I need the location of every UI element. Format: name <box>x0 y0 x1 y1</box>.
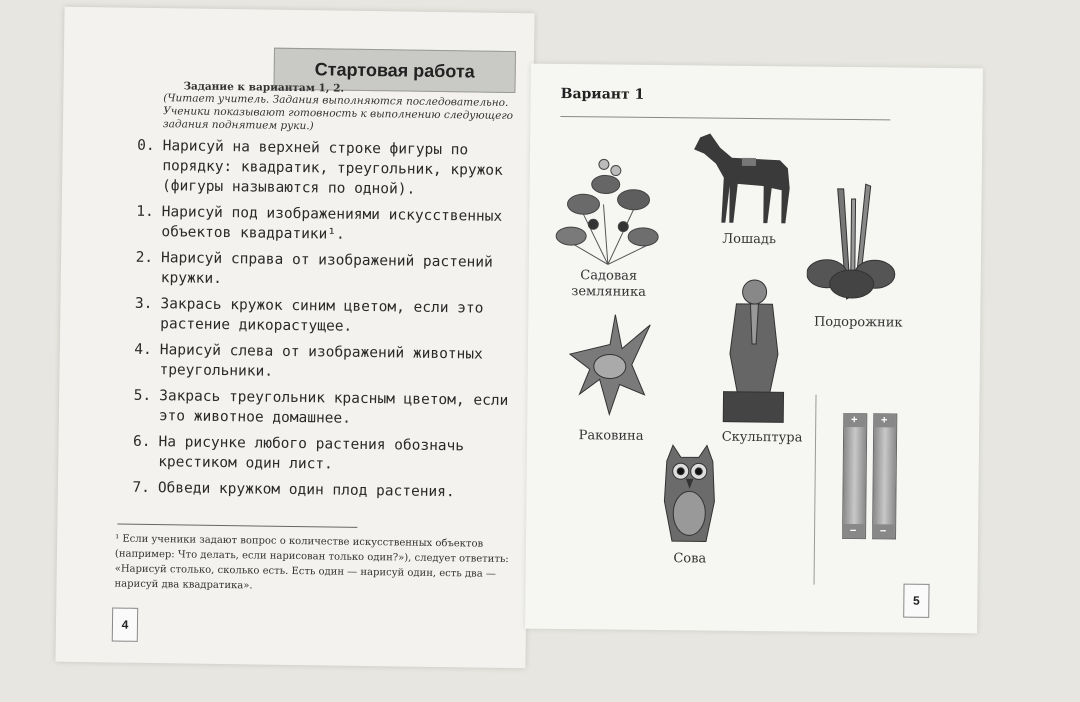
plantain-image <box>806 179 897 305</box>
caption-plantain: Подорожник <box>813 314 903 331</box>
page-number-right: 5 <box>903 584 929 618</box>
task-heading: Задание к вариантам 1, 2. <box>183 80 345 95</box>
owl-image <box>656 441 723 547</box>
instruction-number: 7. <box>132 479 150 496</box>
variant-title: Вариант 1 <box>560 85 645 103</box>
battery-divider <box>814 395 817 585</box>
instruction-item <box>126 294 537 340</box>
caption-strawberry: Садовая земляника <box>571 268 646 300</box>
instruction-number: 4. <box>134 341 152 359</box>
strawberry-plant-image <box>543 144 674 270</box>
instruction-text: Нарисуй слева от изображений животных треугольники. <box>159 342 483 380</box>
instruction-number: 1. <box>136 203 154 221</box>
minus-icon: − <box>872 524 894 538</box>
footnote: ¹ Если ученики задают вопрос о количестве искусственных объектов (например: Что делать, если нарисован только один?»), следует ответить: «Нарисуй столько, сколько есть. Есть один — нарисуй один, есть два — нарисуй два квадратика». <box>114 533 509 592</box>
instruction-number: 6. <box>132 433 151 450</box>
instruction-item <box>125 386 536 432</box>
instruction-number: 0. <box>137 137 155 155</box>
plus-icon: + <box>843 413 865 427</box>
plus-icon: + <box>873 413 895 427</box>
instruction-item <box>127 202 538 248</box>
instruction-item <box>128 136 539 202</box>
caption-owl: Сова <box>673 551 707 567</box>
right-page <box>525 64 983 634</box>
battery-left-image <box>842 413 867 539</box>
instruction-item <box>124 432 535 478</box>
task-note: (Читает учитель. Задания выполняются последовательно. Ученики показывают готовность к выполнению следующего задания поднятием руки.) <box>162 92 514 133</box>
instruction-text: Нарисуй справа от изображений растений кружки. <box>160 250 493 287</box>
left-page <box>55 7 534 668</box>
caption-sculpture: Скульптура <box>721 429 803 446</box>
instruction-text: На рисунке любого растения обозначь крестиком один лист. <box>158 434 465 473</box>
instruction-number: 3. <box>134 295 153 313</box>
instruction-text: Закрась треугольник красным цветом, если это животное домашнее. <box>158 388 509 427</box>
page-number-left: 4 <box>112 607 138 641</box>
caption-shell: Раковина <box>578 428 644 444</box>
page-title: Стартовая работа <box>273 48 516 93</box>
battery-right-image <box>872 413 897 539</box>
variant-divider <box>560 116 890 120</box>
instruction-list <box>124 136 539 510</box>
instruction-item <box>124 478 534 504</box>
caption-horse: Лошадь <box>722 231 777 248</box>
instruction-number: 5. <box>133 387 152 404</box>
instruction-text: Нарисуй на верхней строке фигуры по порядку: квадратик, треугольник, кружок (фигуры называются по одной). <box>161 138 503 198</box>
instruction-text: Закрась кружок синим цветом, если это растение дикорастущее. <box>160 296 484 335</box>
instruction-number: 2. <box>135 249 154 267</box>
minus-icon: − <box>842 524 864 538</box>
shell-image <box>559 314 660 420</box>
sculpture-image <box>713 274 795 425</box>
instruction-item <box>127 248 538 294</box>
instruction-item <box>125 340 536 386</box>
instruction-text: Нарисуй под изображениями искусственных объектов квадратики¹. <box>161 204 503 243</box>
horse-image <box>679 127 800 228</box>
instruction-text: Обведи кружком один плод растения. <box>157 480 455 501</box>
footnote-divider <box>117 524 357 528</box>
